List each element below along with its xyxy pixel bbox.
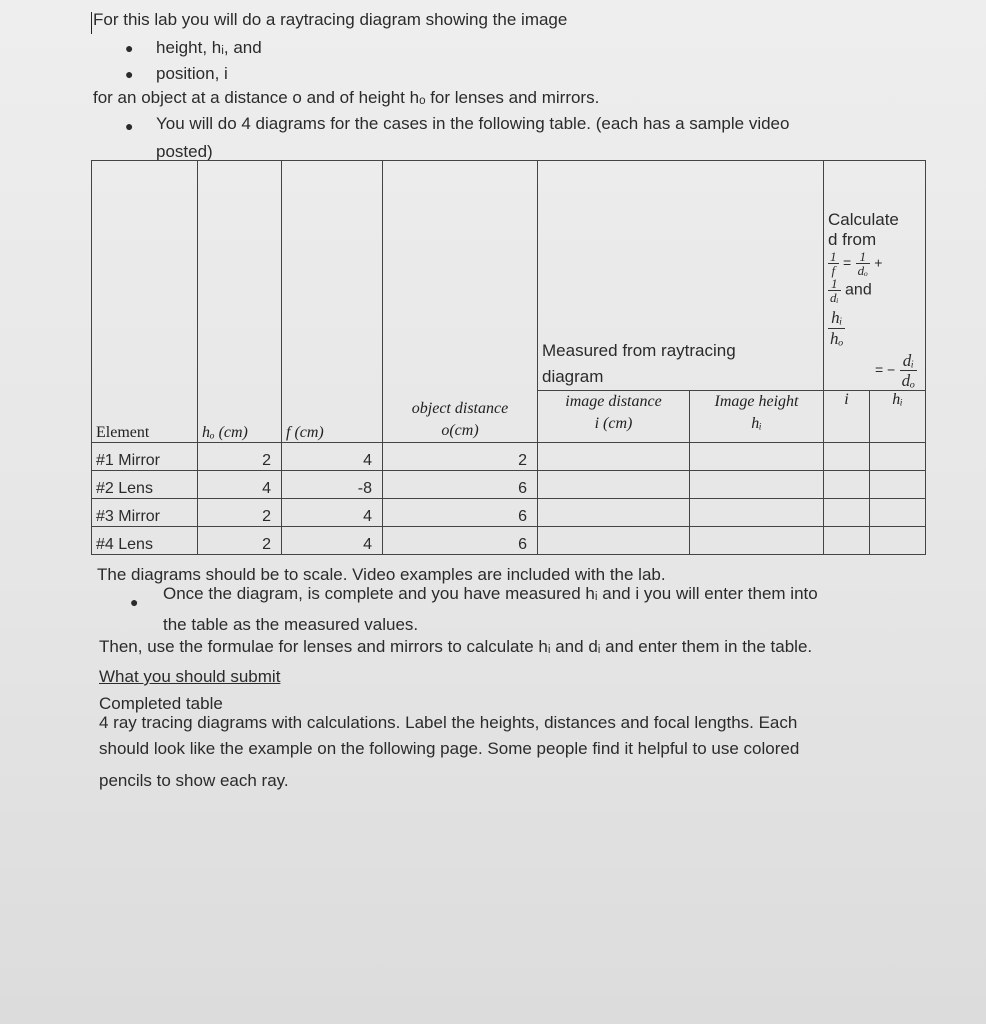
cell-f: 4 [282, 443, 383, 471]
cell-image-height[interactable] [690, 499, 824, 527]
table-row [92, 471, 926, 499]
ray-line-2: should look like the example on the following page. Some people find it helpful to use colored [99, 739, 800, 758]
cell-ho: 2 [198, 443, 282, 471]
cell-element: #3 Mirror [92, 499, 198, 527]
ray-line-1: 4 ray tracing diagrams with calculations. Label the heights, distances and focal lengths. Each [99, 713, 798, 732]
intro-line-1: For this lab you will do a raytracing diagram showing the image [93, 10, 568, 29]
ray-line-3: pencils to show each ray. [99, 771, 289, 790]
header-image-height: Image height hᵢ [690, 391, 824, 443]
bullet-dot: ● [125, 118, 134, 134]
intro-line-2: for an object at a distance o and of height hₒ for lenses and mirrors. [93, 88, 600, 107]
cell-o: 6 [383, 527, 538, 555]
scale-note: The diagrams should be to scale. Video examples are included with the lab. [97, 565, 666, 584]
measured-line1: Measured from raytracing [542, 341, 736, 360]
cell-f: 4 [282, 527, 383, 555]
bullet-height: height, hᵢ, and [156, 38, 262, 57]
header-image-distance: image distance i (cm) [538, 391, 690, 443]
cell-calc-i[interactable] [824, 443, 870, 471]
cell-ho: 2 [198, 499, 282, 527]
table-row [92, 527, 926, 555]
bullet-dot: ● [125, 66, 134, 82]
cell-o: 6 [383, 471, 538, 499]
cell-calc-i[interactable] [824, 527, 870, 555]
header-element: Element [92, 161, 198, 443]
then-note: Then, use the formulae for lenses and mirrors to calculate hᵢ and dᵢ and enter them in the table. [99, 637, 813, 656]
cell-image-distance[interactable] [538, 443, 690, 471]
header-f: f (cm) [282, 161, 383, 443]
cell-image-distance[interactable] [538, 471, 690, 499]
cell-image-height[interactable] [690, 443, 824, 471]
calc-formula-1: $\frac{1}{f}$ = $\frac{1}{\text{dₒ}}$ + [830, 249, 883, 278]
cell-calc-i[interactable] [824, 471, 870, 499]
header-object-distance-line2: o(cm) [441, 422, 479, 439]
header-object-distance [383, 161, 538, 443]
cell-calc-hi[interactable] [870, 443, 926, 471]
header-measured [538, 161, 824, 391]
calc-line1: Calculate [828, 210, 899, 229]
cell-element: #4 Lens [92, 527, 198, 555]
cell-ho: 4 [198, 471, 282, 499]
submit-heading: What you should submit [99, 667, 281, 686]
header-object-distance-line1: object distance [411, 400, 509, 417]
bullet-diagrams-b: posted) [156, 142, 213, 161]
lab-table [91, 160, 926, 555]
measured-line2: diagram [542, 367, 604, 386]
text-cursor [91, 12, 92, 34]
bullet-position: position, i [156, 64, 228, 83]
cell-element: #1 Mirror [92, 443, 198, 471]
bullet-measured-a: Once the diagram, is complete and you have measured hᵢ and i you will enter them into [163, 584, 818, 603]
calc-formula-2: $\frac{1}{\text{dᵢ}}$ and [830, 276, 872, 305]
cell-calc-hi[interactable] [870, 471, 926, 499]
bullet-dot: ● [125, 40, 134, 56]
table-row [92, 443, 926, 471]
cell-o: 6 [383, 499, 538, 527]
header-calc-i: i [824, 391, 870, 443]
header-calculate [824, 161, 926, 391]
cell-element: #2 Lens [92, 471, 198, 499]
cell-o: 2 [383, 443, 538, 471]
calc-line2: d from [828, 230, 877, 249]
bullet-measured-b: the table as the measured values. [163, 615, 419, 634]
cell-calc-i[interactable] [824, 499, 870, 527]
completed-table-item: Completed table [99, 694, 223, 713]
cell-image-distance[interactable] [538, 499, 690, 527]
cell-image-distance[interactable] [538, 527, 690, 555]
calc-formula-4: = − $\frac{\text{dᵢ}}{\text{dₒ}}$ [874, 351, 915, 390]
cell-calc-hi[interactable] [870, 499, 926, 527]
bullet-dot: ● [130, 594, 139, 610]
cell-calc-hi[interactable] [870, 527, 926, 555]
header-calc-hi: hᵢ [870, 391, 926, 443]
bullet-diagrams-a: You will do 4 diagrams for the cases in the following table. (each has a sample video [156, 114, 790, 133]
table-header-row [92, 161, 926, 391]
cell-image-height[interactable] [690, 527, 824, 555]
cell-f: 4 [282, 499, 383, 527]
header-ho: hₒ (cm) [198, 161, 282, 443]
table-row [92, 499, 926, 527]
calc-formula-3: $\frac{\text{hᵢ}}{\text{hₒ}}$ [830, 308, 844, 348]
cell-ho: 2 [198, 527, 282, 555]
cell-image-height[interactable] [690, 471, 824, 499]
cell-f: -8 [282, 471, 383, 499]
